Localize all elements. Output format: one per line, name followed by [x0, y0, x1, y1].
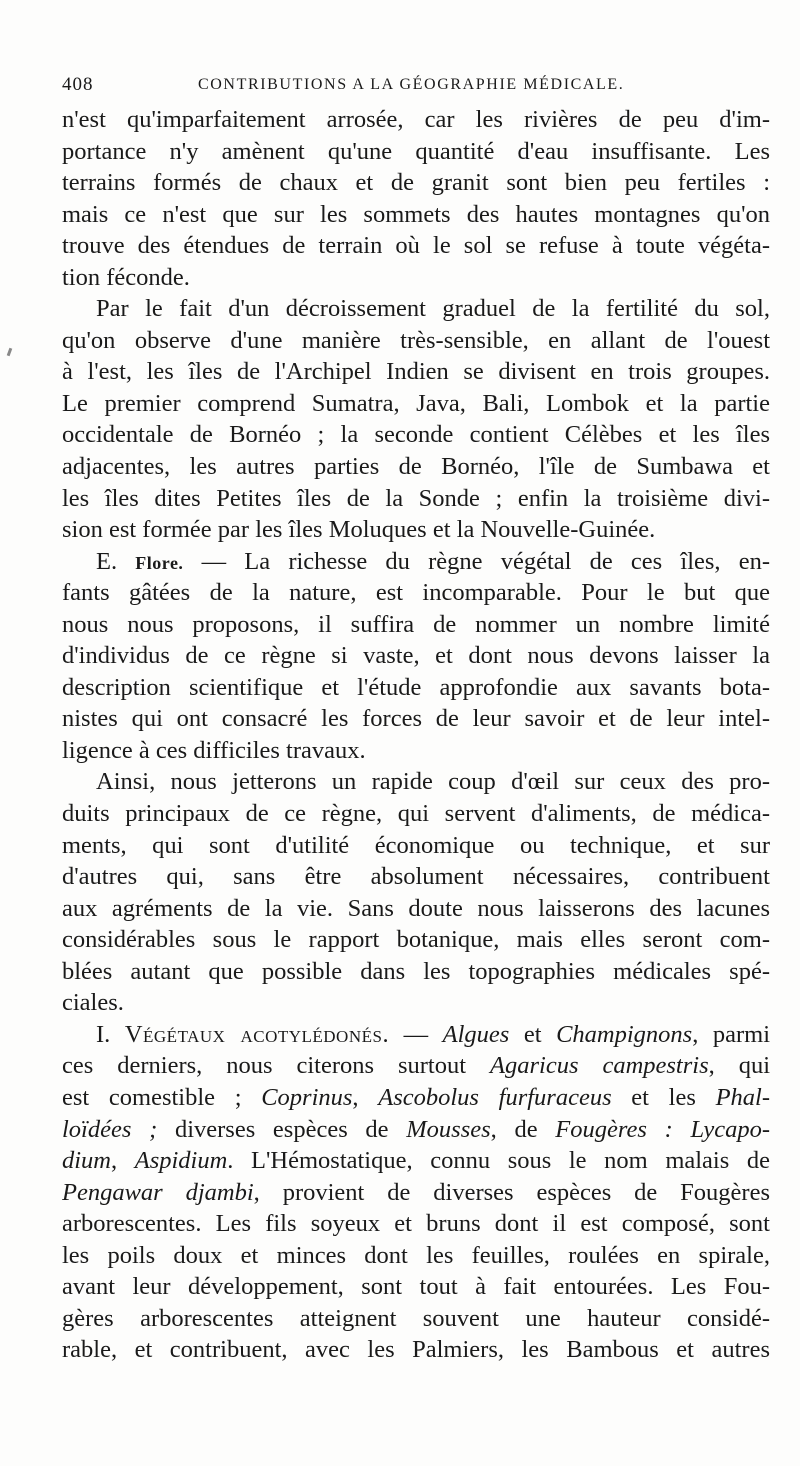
taxon-algues: Algues — [442, 1020, 510, 1048]
text-line: portance n'y amènent qu'une quantité d'eau insuffisante. Les — [62, 137, 770, 165]
taxon-lycapodium-cont: dium — [62, 1147, 111, 1175]
text-line: ligence à ces difficiles travaux. — [62, 736, 366, 764]
text-fragment: ces derniers, nous citerons surtout — [62, 1052, 491, 1080]
section-heading-line — [62, 1019, 770, 1051]
flore-heading-line — [62, 546, 770, 578]
text-line: nistes qui ont consacré les forces de leur savoir et de leur intel- — [62, 705, 770, 733]
text-line: nous nous proposons, il suffira de nommer un nombre limité — [62, 610, 770, 638]
text-fragment: , qui — [708, 1052, 770, 1080]
text-line: Par le fait d'un décroissement graduel de la fertilité du sol, — [96, 295, 770, 323]
taxon-mousses: Mousses — [406, 1115, 491, 1143]
text-line: duits principaux de ce règne, qui servent d'aliments, de médica- — [62, 800, 770, 828]
text-line: avant leur développement, sont tout à fait entourées. Les Fou- — [62, 1273, 770, 1301]
text-line: adjacentes, les autres parties de Bornéo, l'île de Sumbawa et — [62, 453, 770, 481]
text-line: Le premier comprend Sumatra, Java, Bali, Lombok et la partie — [62, 389, 770, 417]
text-line: tion féconde. — [62, 263, 190, 291]
text-fragment: , de — [490, 1115, 556, 1143]
taxon-aspidium: Aspidium — [134, 1147, 228, 1175]
text-line — [62, 1114, 770, 1146]
term-pengawar-djambi: Pengawar djambi — [62, 1178, 254, 1206]
text-fragment: est comestible ; — [62, 1083, 262, 1111]
text-line: Ainsi, nous jetterons un rapide coup d'œil sur ceux des pro- — [96, 768, 770, 796]
text-line: d'individus de ce règne si vaste, et dont nous devons laisser la — [62, 642, 770, 670]
text-fragment: et — [509, 1020, 557, 1048]
section-numeral: I. — [96, 1020, 111, 1048]
taxon-phalloidees-cont: loïdées ; — [62, 1115, 158, 1143]
text-line: blées autant que possible dans les topographies médicales spé- — [62, 957, 770, 985]
section-heading-flore: Flore. — [135, 552, 184, 573]
text-line: d'autres qui, sans être absolument nécessaires, contribuent — [62, 863, 770, 891]
taxon-ascobolus: Ascobolus furfuraceus — [378, 1083, 612, 1111]
text-line: aux agréments de la vie. Sans doute nous laisserons des lacunes — [62, 894, 770, 922]
text-line — [62, 1050, 770, 1082]
taxon-agaricus: Agaricus campestris — [490, 1052, 709, 1080]
section-heading-acotyledones: Végétaux acotylédonés. — [124, 1020, 390, 1048]
text-fragment: , — [352, 1083, 379, 1111]
text-fragment: diverses espèces de — [157, 1115, 407, 1143]
text-fragment: , parmi — [692, 1020, 770, 1048]
taxon-fougeres: Fougères : Lycapo- — [555, 1115, 770, 1143]
text-line: considérables sous le rapport botanique, mais elles seront com- — [62, 926, 770, 954]
margin-mark — [7, 348, 13, 357]
taxon-champignons: Champignons — [556, 1020, 693, 1048]
text-line: les îles dites Petites îles de la Sonde ; enfin la troisième divi- — [62, 484, 770, 512]
text-line: mais ce n'est que sur les sommets des hautes montagnes qu'on — [62, 200, 770, 228]
text-line: description scientifique et l'étude approfondie aux savants bota- — [62, 673, 770, 701]
text-line — [62, 1145, 770, 1177]
running-head — [62, 74, 760, 98]
text-line: occidentale de Bornéo ; la seconde contient Célèbes et les îles — [62, 421, 770, 449]
page-number: 408 — [62, 74, 94, 95]
text-fragment: . L'Hémostatique, connu sous le nom malais de — [227, 1147, 770, 1175]
text-line: ciales. — [62, 989, 124, 1017]
text-line: qu'on observe d'une manière très-sensible, en allant de l'ouest — [62, 326, 770, 354]
taxon-coprinus: Coprinus — [261, 1083, 353, 1111]
text-line: sion est formée par les îles Moluques et la Nouvelle-Guinée. — [62, 516, 656, 544]
text-fragment: , — [111, 1147, 135, 1175]
text-line: fants gâtées de la nature, est incomparable. Pour le but que — [62, 579, 770, 607]
text-line: rable, et contribuent, avec les Palmiers, les Bambous et autres — [62, 1336, 770, 1364]
running-title: CONTRIBUTIONS A LA GÉOGRAPHIE MÉDICALE. — [198, 76, 625, 93]
text-line — [62, 1082, 770, 1114]
text-line: les poils doux et minces dont les feuilles, roulées en spirale, — [62, 1241, 770, 1269]
text-line: trouve des étendues de terrain où le sol se refuse à toute végéta- — [62, 232, 770, 260]
text-line: à l'est, les îles de l'Archipel Indien se divisent en trois groupes. — [62, 358, 770, 386]
text-fragment: — — [389, 1020, 443, 1048]
text-line: terrains formés de chaux et de granit sont bien peu fertiles : — [62, 169, 770, 197]
text-fragment: — La richesse du règne végétal de ces îles, en- — [183, 547, 770, 575]
text-fragment: et les — [611, 1083, 716, 1111]
text-fragment: , provient de diverses espèces de Fougères — [253, 1178, 770, 1206]
text-line: n'est qu'imparfaitement arrosée, car les rivières de peu d'im- — [62, 106, 770, 133]
text-line: ments, qui sont d'utilité économique ou technique, et sur — [62, 831, 770, 859]
taxon-phalloidees: Phal- — [715, 1083, 770, 1111]
text-line: gères arborescentes atteignent souvent une hauteur considé- — [62, 1304, 770, 1332]
body-text — [62, 104, 770, 1366]
section-letter: E. — [96, 547, 118, 575]
text-line: arborescentes. Les fils soyeux et bruns dont il est composé, sont — [62, 1210, 770, 1238]
text-line — [62, 1177, 770, 1209]
